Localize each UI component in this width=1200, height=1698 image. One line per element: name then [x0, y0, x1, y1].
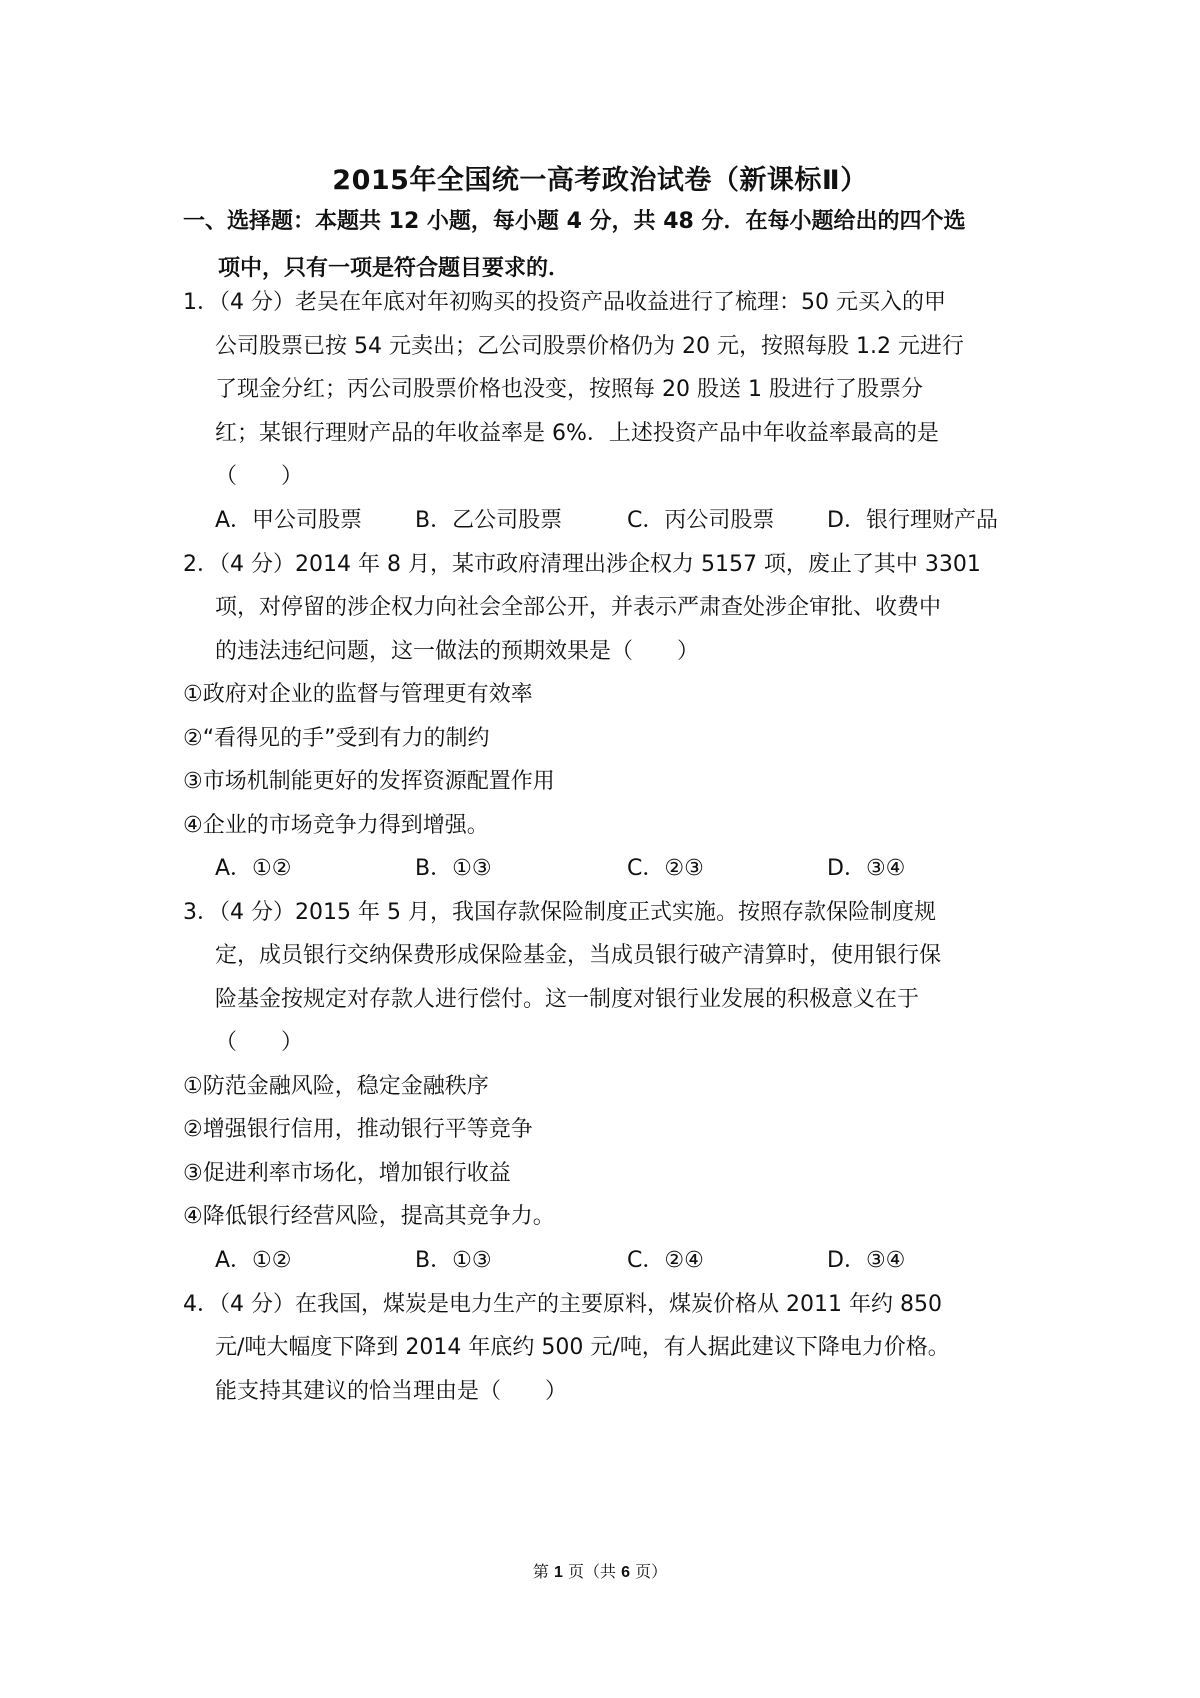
question-4-line-3: 能支持其建议的恰当理由是（ ）: [215, 1379, 568, 1404]
question-1-options: [215, 505, 1045, 537]
option-b: B．乙公司股票: [415, 508, 563, 533]
section-heading-line-2: 项中，只有一项是符合题目要求的．: [218, 256, 571, 281]
question-4-line-1: 4．（4 分）在我国，煤炭是电力生产的主要原料，煤炭价格从 2011 年约 850: [183, 1292, 942, 1317]
question-1-line-2: 公司股票已按 54 元卖出；乙公司股票价格仍为 20 元，按照每股 1.2 元进行: [215, 334, 964, 359]
question-3-line-2: 定，成员银行交纳保费形成保险基金，当成员银行破产清算时，使用银行保: [215, 943, 942, 968]
question-2-statement-3: ③市场机制能更好的发挥资源配置作用: [183, 769, 555, 794]
option-d: D．③④: [827, 856, 906, 881]
option-b: B．①③: [415, 1248, 492, 1273]
footer-prefix: 第: [532, 1562, 554, 1581]
footer-page-number: 1: [554, 1564, 563, 1581]
question-2-statement-4: ④企业的市场竞争力得到增强。: [183, 813, 489, 838]
option-b: B．①③: [415, 856, 492, 881]
section-heading-line-1: 一、选择题：本题共 12 小题，每小题 4 分，共 48 分．在每小题给出的四个选: [183, 209, 966, 234]
question-3-line-3: 险基金按规定对存款人进行偿付。这一制度对银行业发展的积极意义在于: [215, 987, 920, 1012]
question-2-line-1: 2．（4 分）2014 年 8 月，某市政府清理出涉企权力 5157 项，废止了其中 3301: [183, 552, 981, 577]
page-footer: [0, 1559, 1200, 1582]
question-2-statement-1: ①政府对企业的监督与管理更有效率: [183, 682, 533, 707]
question-3-answer-blank: （ ）: [215, 1030, 304, 1055]
option-d: D．③④: [827, 1248, 906, 1273]
question-3-statement-4: ④降低银行经营风险，提高其竞争力。: [183, 1204, 555, 1229]
question-3-statement-2: ②增强银行信用，推动银行平等竞争: [183, 1117, 533, 1142]
option-c: C．②③: [627, 856, 704, 881]
footer-total-pages: 6: [621, 1564, 630, 1581]
question-4-line-2: 元/吨大幅度下降到 2014 年底约 500 元/吨，有人据此建议下降电力价格。: [215, 1335, 950, 1360]
question-3-statement-1: ①防范金融风险，稳定金融秩序: [183, 1074, 489, 1099]
option-c: C．丙公司股票: [627, 508, 775, 533]
question-2-statement-2: ②“看得见的手”受到有力的制约: [183, 726, 490, 751]
option-c: C．②④: [627, 1248, 704, 1273]
footer-middle: 页（共: [562, 1562, 622, 1581]
question-2-line-2: 项，对停留的涉企权力向社会全部公开，并表示严肃查处涉企审批、收费中: [215, 595, 942, 620]
question-2-line-3: 的违法违纪问题，这一做法的预期效果是（ ）: [215, 639, 700, 664]
question-1-line-4: 红；某银行理财产品的年收益率是 6%．上述投资产品中年收益率最高的是: [215, 421, 939, 446]
section-heading: [183, 198, 1043, 292]
option-d: D．银行理财产品: [827, 508, 998, 533]
option-a: A．①②: [215, 856, 292, 881]
option-a: A．甲公司股票: [215, 508, 363, 533]
question-3-line-1: 3．（4 分）2015 年 5 月，我国存款保险制度正式实施。按照存款保险制度规: [183, 900, 936, 925]
footer-suffix: 页）: [630, 1562, 668, 1581]
question-3-options: [215, 1245, 1045, 1277]
option-a: A．①②: [215, 1248, 292, 1273]
question-1-answer-blank: （ ）: [215, 464, 304, 489]
question-3-statement-3: ③促进利率市场化，增加银行收益: [183, 1161, 511, 1186]
question-2-options: [215, 853, 1045, 885]
question-1-line-3: 了现金分红；丙公司股票价格也没变，按照每 20 股送 1 股进行了股票分: [215, 377, 923, 402]
page-title: 2015年全国统一高考政治试卷（新课标Ⅱ）: [332, 165, 868, 196]
question-1-line-1: 1．（4 分）老吴在年底对年初购买的投资产品收益进行了梳理：50 元买入的甲: [183, 290, 946, 315]
